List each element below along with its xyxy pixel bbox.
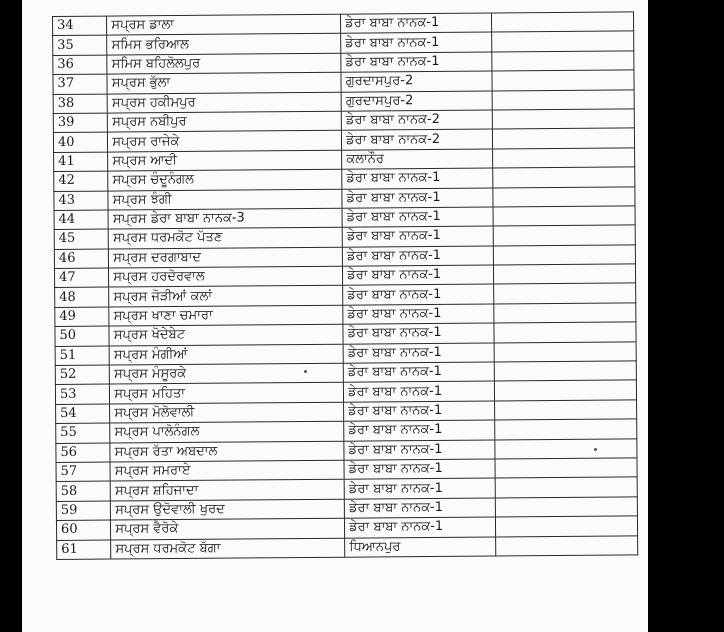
row-number: 44	[54, 210, 108, 230]
school-name: ਸਪ੍ਰਸ ਜੋੜੀਆਂ ਕਲਾਂ	[109, 286, 343, 307]
table-body	[53, 12, 638, 559]
row-number: 40	[53, 132, 107, 152]
school-name: ਸਪ੍ਰਸ ਧਰਮਕੋਟ ਬੱਗਾ	[111, 538, 345, 559]
row-number: 41	[54, 152, 108, 172]
empty-cell	[493, 206, 635, 227]
block-name: ਡੇਰਾ ਬਾਬਾ ਨਾਨਕ-1	[343, 265, 494, 286]
row-number: 50	[55, 326, 109, 346]
block-name: ਡੇਰਾ ਬਾਬਾ ਨਾਨਕ-1	[341, 52, 492, 73]
row-number: 43	[54, 191, 108, 211]
empty-cell	[495, 400, 637, 421]
row-number: 57	[56, 462, 110, 482]
school-name: ਸਪ੍ਰਸ ਚੰਦੂਨੰਗਲ	[108, 169, 342, 190]
empty-cell	[493, 186, 635, 207]
block-name: ਡੇਰਾ ਬਾਬਾ ਨਾਨਕ-1	[343, 323, 494, 344]
school-name: ਸਪ੍ਰਸ ਮੰਗੀਆਂ	[109, 344, 343, 365]
empty-cell	[494, 283, 636, 304]
row-number: 46	[54, 249, 108, 269]
school-name: ਸਪ੍ਰਸ ਮੋਲੋਵਾਲੀ	[110, 402, 344, 423]
school-name: ਸਪ੍ਰਸ ਸ਼ਹਿਜਾਦਾ	[110, 480, 344, 501]
row-number: 49	[55, 307, 109, 327]
block-name: ਡੇਰਾ ਬਾਬਾ ਨਾਨਕ-1	[342, 188, 493, 209]
document-sheet	[22, 0, 648, 632]
row-number: 61	[57, 540, 111, 560]
block-name: ਡੇਰਾ ਬਾਬਾ ਨਾਨਕ-1	[343, 343, 494, 364]
empty-cell	[495, 439, 637, 460]
row-number: 51	[55, 346, 109, 366]
block-name: ਡੇਰਾ ਬਾਬਾ ਨਾਨਕ-1	[342, 226, 493, 247]
block-name: ਡੇਰਾ ਬਾਬਾ ਨਾਨਕ-2	[342, 129, 493, 150]
row-number: 47	[54, 268, 108, 288]
school-name: ਸਪ੍ਰਸ ਰੱਤਾ ਅਬਦਾਲ	[110, 441, 344, 462]
row-number: 42	[54, 171, 108, 191]
empty-cell	[494, 361, 636, 382]
empty-cell	[495, 458, 637, 479]
school-name: ਸਪ੍ਰਸ ਨਬੀਪੁਰ	[108, 111, 342, 132]
block-name: ਡੇਰਾ ਬਾਬਾ ਨਾਨਕ-1	[343, 285, 494, 306]
school-name: ਸਪ੍ਰਸ ਮਹਿਤਾ	[110, 383, 344, 404]
block-name: ਧਿਆਨਪੁਰ	[345, 537, 496, 558]
row-number: 54	[56, 404, 110, 424]
block-name: ਡੇਰਾ ਬਾਬਾ ਨਾਨਕ-1	[344, 420, 495, 441]
empty-cell	[496, 535, 638, 556]
row-number: 36	[53, 55, 107, 75]
school-name: ਸਪ੍ਰਸ ਆਦੀ	[108, 150, 342, 171]
row-number: 34	[53, 16, 107, 36]
block-name: ਡੇਰਾ ਬਾਬਾ ਨਾਨਕ-1	[344, 381, 495, 402]
scan-speck	[594, 448, 597, 451]
empty-cell	[492, 70, 634, 91]
empty-cell	[495, 419, 637, 440]
empty-cell	[493, 148, 635, 169]
empty-cell	[492, 12, 634, 33]
row-number: 35	[53, 35, 107, 55]
block-name: ਕਲਾਨੌਰ	[342, 149, 493, 170]
school-name: ਸਪ੍ਰਸ ਧਰਮਕੋਟ ਪੱਤਣ	[109, 228, 343, 249]
block-name: ਡੇਰਾ ਬਾਬਾ ਨਾਨਕ-1	[344, 440, 495, 461]
empty-cell	[494, 322, 636, 343]
school-list-table	[52, 11, 638, 559]
block-name: ਡੇਰਾ ਬਾਬਾ ਨਾਨਕ-1	[345, 517, 496, 538]
block-name: ਡੇਰਾ ਬਾਬਾ ਨਾਨਕ-1	[341, 32, 492, 53]
row-number: 45	[54, 229, 108, 249]
row-number: 48	[55, 288, 109, 308]
empty-cell	[493, 245, 635, 266]
school-name: ਸਪ੍ਰਸ ਹਰਦੋਰਵਾਲ	[109, 266, 343, 287]
empty-cell	[493, 225, 635, 246]
empty-cell	[492, 51, 634, 72]
school-name: ਸਮਿਸ ਭਰਿਆਲ	[107, 34, 341, 55]
row-number: 58	[56, 481, 110, 501]
school-name: ਸਮਿਸ ਬਹਿਲੋਲਪੁਰ	[107, 53, 341, 74]
row-number: 53	[55, 384, 109, 404]
row-number: 56	[56, 443, 110, 463]
block-name: ਡੇਰਾ ਬਾਬਾ ਨਾਨਕ-1	[342, 207, 493, 228]
row-number: 55	[56, 423, 110, 443]
row-number: 59	[56, 501, 110, 521]
empty-cell	[492, 109, 634, 130]
block-name: ਡੇਰਾ ਬਾਬਾ ਨਾਨਕ-1	[343, 304, 494, 325]
school-name: ਸਪ੍ਰਸ ਮੰਸੂਰਕੇ	[110, 363, 344, 384]
empty-cell	[494, 342, 636, 363]
block-name: ਡੇਰਾ ਬਾਬਾ ਨਾਨਕ-2	[341, 110, 492, 131]
empty-cell	[494, 380, 636, 401]
school-name: ਸਪ੍ਰਸ ਖੋਦੇਬੇਟ	[109, 324, 343, 345]
empty-cell	[493, 167, 635, 188]
block-name: ਡੇਰਾ ਬਾਬਾ ਨਾਨਕ-1	[343, 362, 494, 383]
empty-cell	[495, 497, 637, 518]
empty-cell	[492, 89, 634, 110]
school-name: ਸਪ੍ਰਸ ਵੈਰੋਕੇ	[111, 518, 345, 539]
block-name: ਗੁਰਦਾਸਪੁਰ-2	[341, 71, 492, 92]
empty-cell	[494, 303, 636, 324]
row-number: 52	[55, 365, 109, 385]
school-name: ਸਪ੍ਰਸ ਉਦੋਵਾਲੀ ਖੁਰਦ	[111, 499, 345, 520]
block-name: ਡੇਰਾ ਬਾਬਾ ਨਾਨਕ-1	[341, 13, 492, 34]
row-number: 37	[53, 74, 107, 94]
block-name: ਡੇਰਾ ਬਾਬਾ ਨਾਨਕ-1	[344, 401, 495, 422]
row-number: 39	[53, 113, 107, 133]
empty-cell	[495, 477, 637, 498]
row-number: 60	[56, 520, 110, 540]
table-row	[57, 535, 638, 559]
block-name: ਡੇਰਾ ਬਾਬਾ ਨਾਨਕ-1	[344, 459, 495, 480]
school-name: ਸਪ੍ਰਸ ਪਾਲੋਨੰਗਲ	[110, 421, 344, 442]
block-name: ਡੇਰਾ ਬਾਬਾ ਨਾਨਕ-1	[344, 498, 495, 519]
row-number: 38	[53, 94, 107, 114]
school-name: ਸਪ੍ਰਸ ਹਕੀਮਪੁਰ	[107, 92, 341, 113]
block-name: ਡੇਰਾ ਬਾਬਾ ਨਾਨਕ-1	[342, 168, 493, 189]
school-name: ਸਪ੍ਰਸ ਰਾਜੇਕੇ	[108, 131, 342, 152]
school-name: ਸਪ੍ਰਸ ਖਾਣਾ ਚਮਾਰਾ	[109, 305, 343, 326]
block-name: ਗੁਰਦਾਸਪੁਰ-2	[341, 91, 492, 112]
school-name: ਸਪ੍ਰਸ ਸਮਰਾਏ	[110, 460, 344, 481]
empty-cell	[492, 31, 634, 52]
empty-cell	[496, 516, 638, 537]
school-name: ਸਪ੍ਰਸ ਡੇਰਾ ਬਾਬਾ ਨਾਨਕ-3	[108, 208, 342, 229]
school-name: ਸਪ੍ਰਸ ਝੰਗੀ	[108, 189, 342, 210]
scan-speck	[304, 370, 307, 373]
school-name: ਸਪ੍ਰਸ ਡਾਲਾ	[107, 14, 341, 35]
empty-cell	[494, 264, 636, 285]
school-name: ਸਪ੍ਰਸ ਭੁੱਲਾ	[107, 72, 341, 93]
block-name: ਡੇਰਾ ਬਾਬਾ ਨਾਨਕ-1	[342, 246, 493, 267]
empty-cell	[492, 128, 634, 149]
school-name: ਸਪ੍ਰਸ ਦਰਗਾਬਾਦ	[109, 247, 343, 268]
block-name: ਡੇਰਾ ਬਾਬਾ ਨਾਨਕ-1	[344, 478, 495, 499]
